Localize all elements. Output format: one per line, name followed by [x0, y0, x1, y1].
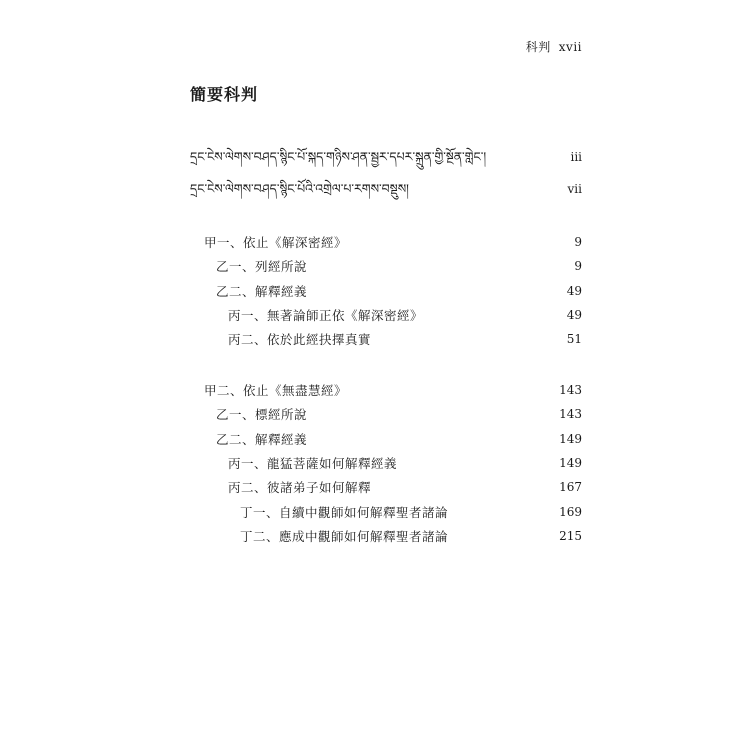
- toc-entry-label: 丁一、自續中觀師如何解釋聖者諸論: [240, 504, 449, 520]
- toc-entry[interactable]: [190, 230, 582, 254]
- toc-entry-page: vii: [567, 182, 582, 196]
- toc-entry-page: 143: [559, 383, 582, 398]
- toc-section-2: [190, 378, 582, 548]
- toc-entry-label: 丙一、無著論師正依《解深密經》: [228, 308, 424, 324]
- toc-entry-label: 乙一、標經所說: [216, 407, 308, 423]
- running-header: [526, 38, 582, 55]
- toc-entry-label: 丙二、依於此經抉擇真實: [228, 332, 372, 348]
- toc-entry[interactable]: [190, 279, 582, 303]
- toc-entry-label: 甲一、依止《解深密經》: [204, 235, 348, 251]
- toc-entry-page: 149: [559, 431, 582, 446]
- toc-entry-page: 9: [574, 259, 582, 274]
- toc-entry[interactable]: [190, 427, 582, 451]
- toc-entry[interactable]: [190, 475, 582, 499]
- toc-entry-label: དྲང་ངེས་ལེགས་བཤད་སྙིང་པོ་སྐད་གཉིས་ཤན་སྦྱར་དཔར་སྐྲུན་གྱི་སྔོན་གླེང་།: [190, 149, 487, 164]
- toc-entry[interactable]: [190, 524, 582, 548]
- toc-entry-page: 143: [559, 407, 582, 422]
- toc-entry-page: iii: [570, 150, 582, 164]
- toc-entry-tibetan-1[interactable]: [190, 143, 582, 178]
- toc-entry[interactable]: [190, 254, 582, 278]
- toc-entry-page: 149: [559, 456, 582, 471]
- toc-entry-page: 9: [574, 235, 582, 250]
- header-title: 科判: [525, 40, 551, 54]
- toc-entry-label: 乙二、解釋經義: [216, 283, 308, 299]
- toc-entry[interactable]: [190, 378, 582, 402]
- toc-entry-label: 乙一、列經所說: [216, 259, 308, 275]
- toc-entry-page: 49: [566, 283, 582, 298]
- toc-entry[interactable]: [190, 303, 582, 327]
- toc-entry[interactable]: [190, 402, 582, 426]
- toc-entry-label: 乙二、解釋經義: [216, 431, 308, 447]
- toc-section-1: [190, 230, 582, 351]
- toc-entry-page: 167: [559, 480, 582, 495]
- toc-entry-label: 丁二、應成中觀師如何解釋聖者諸論: [240, 528, 449, 544]
- toc-entry-label: 丙二、彼諸弟子如何解釋: [228, 480, 372, 496]
- toc-entry[interactable]: [190, 327, 582, 351]
- toc-entry-label: དྲང་ངེས་ལེགས་བཤད་སྙིང་པོའི་འགྲེལ་པ་རགས་བསྡུས།: [190, 181, 409, 196]
- toc-entry[interactable]: [190, 451, 582, 475]
- toc-entry-tibetan-2[interactable]: [190, 175, 582, 210]
- toc-entry-page: 49: [566, 308, 582, 323]
- toc-entry-label: 甲二、依止《無盡慧經》: [204, 383, 348, 399]
- toc-entry-page: 51: [566, 332, 582, 347]
- toc-entry-label: 丙一、龍猛菩薩如何解釋經義: [228, 456, 398, 472]
- toc-entry-page: 215: [559, 528, 582, 543]
- toc-entry[interactable]: [190, 499, 582, 523]
- header-page-number: xvii: [558, 40, 582, 54]
- page-title: 簡要科判: [190, 85, 259, 104]
- toc-entry-page: 169: [559, 504, 582, 519]
